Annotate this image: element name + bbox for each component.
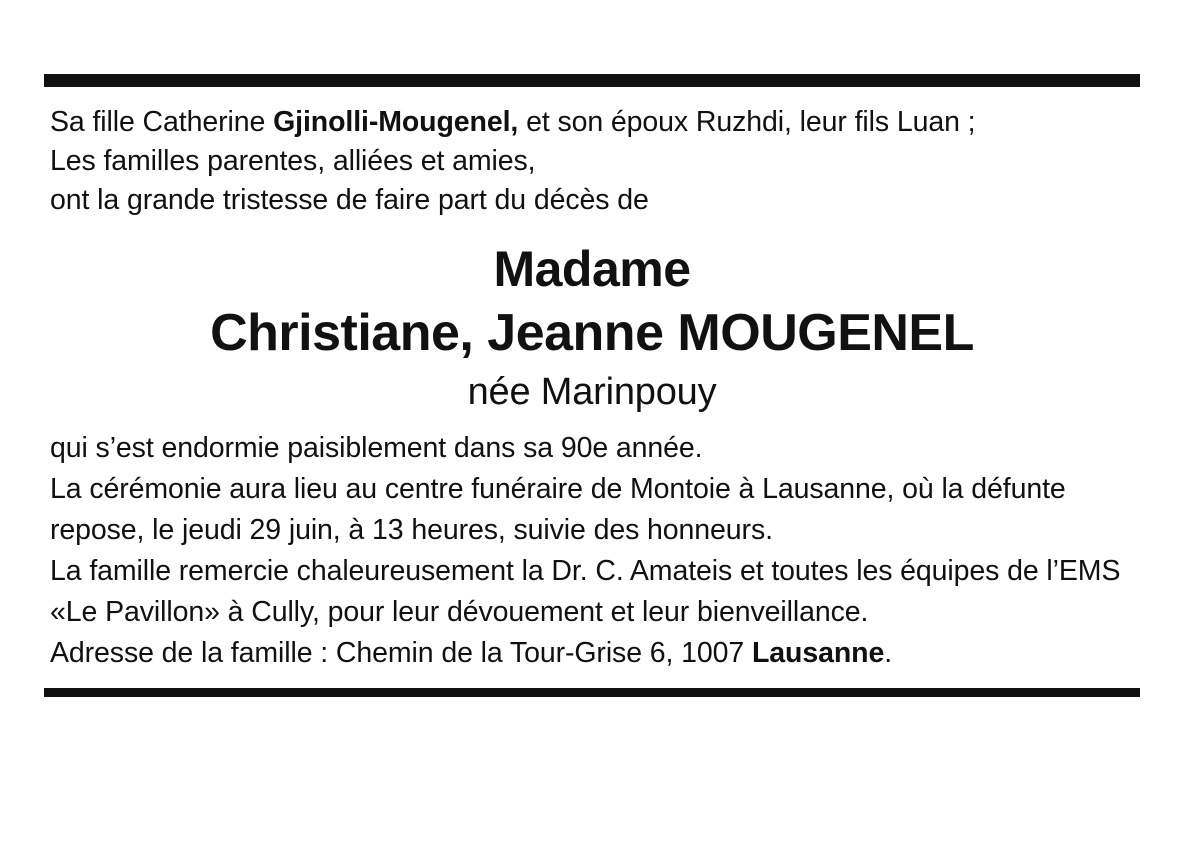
plain-text: ont la grande tristesse de faire part du décès de [50, 184, 649, 216]
notice-line [50, 428, 1134, 469]
notice-line [50, 633, 1134, 674]
notice-line [50, 551, 1134, 633]
emphasized-text: Lausanne [751, 637, 885, 669]
notice-line [50, 142, 1134, 181]
obituary-notice [44, 74, 1140, 697]
notice-line [50, 103, 1134, 142]
plain-text: Sa fille Catherine [50, 106, 274, 138]
plain-text: Adresse de la famille : Chemin de la Tour-Grise 6, 1007 [50, 637, 752, 669]
notice-line [50, 181, 1134, 220]
emphasized-text: Gjinolli-Mougenel, [273, 106, 519, 138]
deceased-full-name: Christiane, Jeanne MOUGENEL [210, 304, 974, 362]
plain-text: . [884, 637, 893, 669]
intro-paragraph [50, 103, 1134, 220]
deceased-maiden-name: née Marinpouy [467, 371, 717, 413]
top-rule-divider [44, 74, 1140, 87]
closing-paragraph [50, 428, 1134, 674]
plain-text: et son époux Ruzhdi, leur fils Luan ; [518, 106, 976, 138]
honorific-title: Madame [493, 241, 691, 297]
plain-text: qui s’est endormie paisiblement dans sa 90e année. [50, 432, 703, 464]
plain-text: La cérémonie aura lieu au centre funéraire de Montoie à Lausanne, où la défunte repose, le jeudi 29 juin, à 13 heures, suivie des honneurs. [50, 473, 1066, 546]
notice-line [50, 469, 1134, 551]
bottom-rule-divider [44, 688, 1140, 697]
plain-text: La famille remercie chaleureusement la Dr. C. Amateis et toutes les équipes de l’EMS «Le Pavillon» à Cully, pour leur dévouement et leur bienveillance. [50, 555, 1121, 628]
notice-body [44, 87, 1140, 674]
deceased-name-block [50, 238, 1134, 418]
plain-text: Les familles parentes, alliées et amies, [50, 145, 536, 177]
